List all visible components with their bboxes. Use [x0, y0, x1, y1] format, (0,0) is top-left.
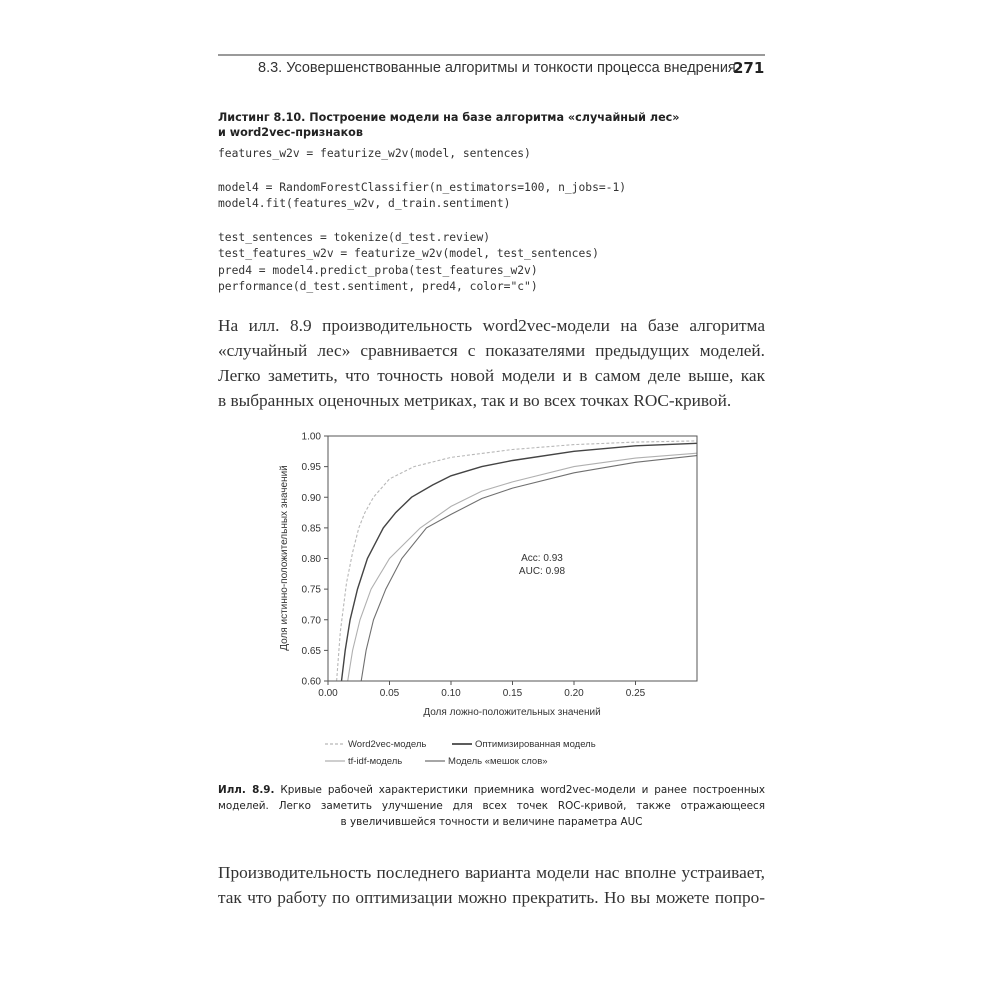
figure-caption-line: в увеличившейся точности и величине параметра AUC: [340, 816, 643, 828]
roc-curve-1: [342, 443, 698, 681]
annotation-auc: AUC: 0.98: [518, 566, 566, 577]
x-tick-label: 0.15: [502, 688, 523, 699]
legend-label: Word2vec-модель: [348, 739, 427, 750]
paragraph-line: «случайный лес» сравнивается с показателями предыдущих моделей.: [218, 341, 765, 360]
x-tick-label: 0.10: [441, 688, 461, 699]
roc-chart: [270, 420, 710, 780]
paragraph-line: На илл. 8.9 производительность word2vec-модели на базе алгоритма: [218, 316, 765, 335]
y-tick-label: 0.90: [301, 492, 321, 504]
figure-caption-line: моделей. Легко заметить улучшение для всех точек ROC-кривой, также отражающееся: [218, 800, 765, 812]
y-tick-label: 0.85: [301, 523, 321, 535]
code-line: model4 = RandomForestClassifier(n_estimators=100, n_jobs=-1): [218, 181, 627, 194]
roc-curve-0: [337, 441, 697, 681]
code-line: test_features_w2v = featurize_w2v(model, test_sentences): [218, 247, 599, 260]
paragraph-line: так что работу по оптимизации можно прекратить. Но вы можете попро-: [218, 888, 765, 907]
y-tick-label: 0.70: [301, 615, 321, 627]
x-axis-label: Доля ложно-положительных значений: [423, 707, 601, 718]
x-tick-label: 0.25: [625, 688, 646, 699]
code-line: performance(d_test.sentiment, pred4, color="c"): [218, 280, 538, 293]
y-tick-label: 0.60: [301, 676, 321, 688]
y-tick-label: 1.00: [301, 431, 321, 443]
figure-label: Илл. 8.9.: [218, 784, 275, 796]
x-tick-label: 0.05: [379, 688, 400, 699]
y-tick-label: 0.95: [301, 462, 321, 474]
listing-title-line: и word2vec-признаков: [218, 126, 363, 139]
paragraph-line: Легко заметить, что точность новой модели и в самом деле выше, как: [218, 366, 765, 385]
code-line: test_sentences = tokenize(d_test.review): [218, 231, 491, 244]
paragraph-line: в выбранных оценочных метриках, так и во всех точках ROC-кривой.: [218, 391, 732, 410]
y-tick-label: 0.80: [301, 554, 321, 565]
legend-label: Модель «мешок слов»: [448, 756, 548, 767]
y-tick-label: 0.75: [301, 584, 321, 596]
legend-label: tf-idf-модель: [348, 756, 403, 767]
listing-title-line: Листинг 8.10. Построение модели на базе алгоритма «случайный лес»: [218, 111, 680, 124]
code-line: pred4 = model4.predict_proba(test_features_w2v): [218, 264, 538, 277]
annotation-acc: Acc: 0.93: [521, 553, 563, 564]
code-line: features_w2v = featurize_w2v(model, sentences): [218, 147, 531, 160]
header-rule: [218, 54, 765, 56]
caption-text: Кривые рабочей характеристики приемника word2vec-модели и ранее построенных: [274, 784, 765, 796]
x-tick-label: 0.20: [564, 688, 584, 699]
plot-frame: [328, 436, 697, 681]
running-title: 8.3. Усовершенствованные алгоритмы и тонкости процесса внедрения: [258, 60, 736, 76]
paragraph-line: Производительность последнего варианта модели нас вполне устраивает,: [218, 863, 765, 882]
x-tick-label: 0.00: [318, 688, 338, 699]
y-tick-label: 0.65: [301, 645, 321, 657]
page-number: 271: [733, 59, 765, 77]
legend-label: Оптимизированная модель: [475, 739, 596, 750]
figure-caption-line: [218, 784, 765, 796]
y-axis-label: Доля истинно-положительных значений: [279, 465, 290, 651]
code-line: model4.fit(features_w2v, d_train.sentiment): [218, 197, 511, 210]
